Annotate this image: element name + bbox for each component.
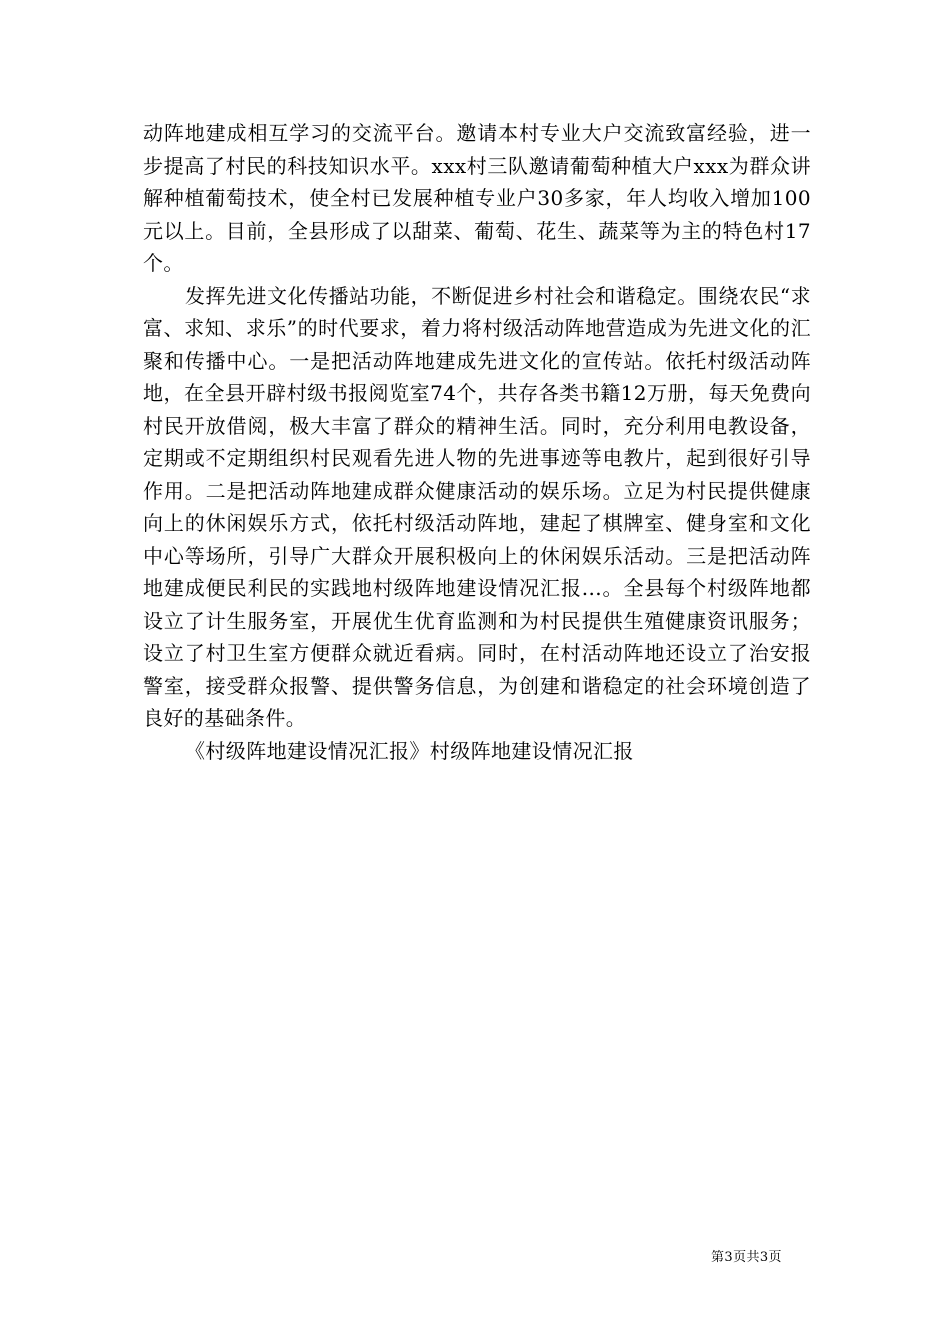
page-number: 第3页共3页 bbox=[711, 1250, 782, 1265]
document-body bbox=[143, 117, 811, 767]
paragraph-title-line: 《村级阵地建设情况汇报》村级阵地建设情况汇报 bbox=[185, 738, 634, 763]
paragraph-culture-station: 发挥先进文化传播站功能，不断促进乡村社会和谐稳定。围绕农民“求富、求知、求乐”的时代要求，着力将村级活动阵地营造成为先进文化的汇聚和传播中心。一是把活动阵地建成先进文化的宣传站。依托村级活动阵地，在全县开辟村级书报阅览室74个，共存各类书籍12万册，每天免费向村民开放借阅，极大丰富了群众的精神生活。同时，充分利用电教设备，定期或不定期组织村民观看先进人物的先进事迹等电教片，起到很好引导作用。二是把活动阵地建成群众健康活动的娱乐场。立足为村民提供健康向上的休闲娱乐方式，依托村级活动阵地，建起了棋牌室、健身室和文化中心等场所，引导广大群众开展积极向上的休闲娱乐活动。三是把活动阵地建成便民利民的实践地村级阵地建设情况汇报...。全县每个村级阵地都设立了计生服务室，开展优生优育监测和为村民提供生殖健康资讯服务；设立了村卫生室方便群众就近看病。同时，在村活动阵地还设立了治安报警室，接受群众报警、提供警务信息，为创建和谐稳定的社会环境创造了良好的基础条件。 bbox=[143, 283, 811, 730]
paragraph-continuation: 动阵地建成相互学习的交流平台。邀请本村专业大户交流致富经验，进一步提高了村民的科技知识水平。xxx村三队邀请葡萄种植大户xxx为群众讲解种植葡萄技术，使全村已发展种植专业户30多家，年人均收入增加100元以上。目前，全县形成了以甜菜、葡萄、花生、蔬菜等为主的特色村17个。 bbox=[143, 121, 811, 275]
